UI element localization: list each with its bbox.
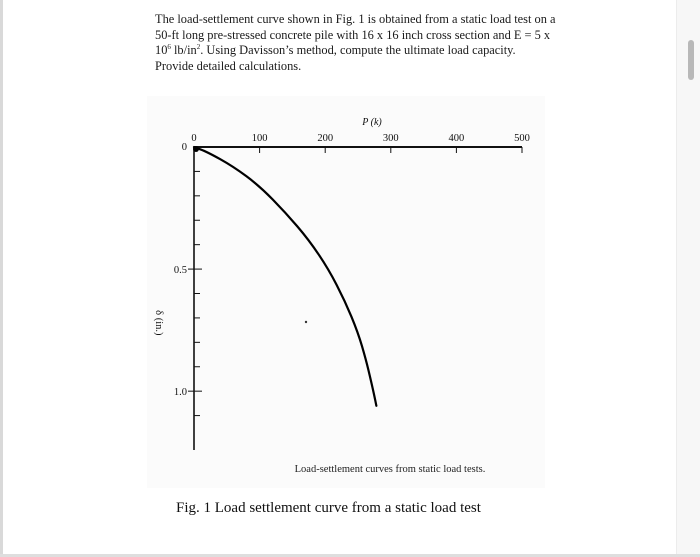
ticks-layer [188, 147, 522, 416]
series-layer [193, 146, 376, 406]
problem-line-4: Provide detailed calculations. [155, 58, 302, 73]
chart-annotation: Load-settlement curves from static load tests. [294, 464, 486, 475]
curve-origin-point [193, 146, 199, 152]
problem-line-3-unit: lb/in [170, 43, 197, 58]
x-tick-label-400: 400 [448, 133, 465, 144]
x-tick-label-200: 200 [317, 133, 334, 144]
series-line-load-settlement [194, 147, 376, 406]
axes-layer [194, 147, 522, 450]
x-tick-label-100: 100 [251, 133, 268, 144]
exponent-6: 6 [167, 43, 171, 52]
y-tick-label-0: 0 [181, 142, 187, 153]
x-tick-label-500: 500 [514, 133, 530, 144]
y-tick-label-0.5: 0.5 [173, 265, 187, 277]
problem-line-3-post: . Using Davisson’s method, compute the ultimate load capacity. [200, 43, 516, 58]
stray-dot [305, 321, 307, 323]
exponent-2: 2 [196, 43, 201, 52]
problem-line-1: The load-settlement curve shown in Fig. 1 is obtained from a static load test on a [155, 12, 556, 26]
x-tick-label-0: 0 [191, 133, 197, 144]
y-axis-label: δ (in.) [153, 310, 164, 336]
problem-line-3-pre: 10 [155, 43, 168, 58]
x-tick-label-300: 300 [382, 133, 399, 144]
x-axis-label: P (k) [362, 117, 382, 128]
y-tick-label-1.0: 1.0 [173, 387, 187, 399]
problem-line-2: 50-ft long pre-stressed concrete pile with 16 x 16 inch cross section and E = 5 x [155, 27, 551, 42]
figure-caption: Fig. 1 Load settlement curve from a static load test [176, 500, 481, 516]
